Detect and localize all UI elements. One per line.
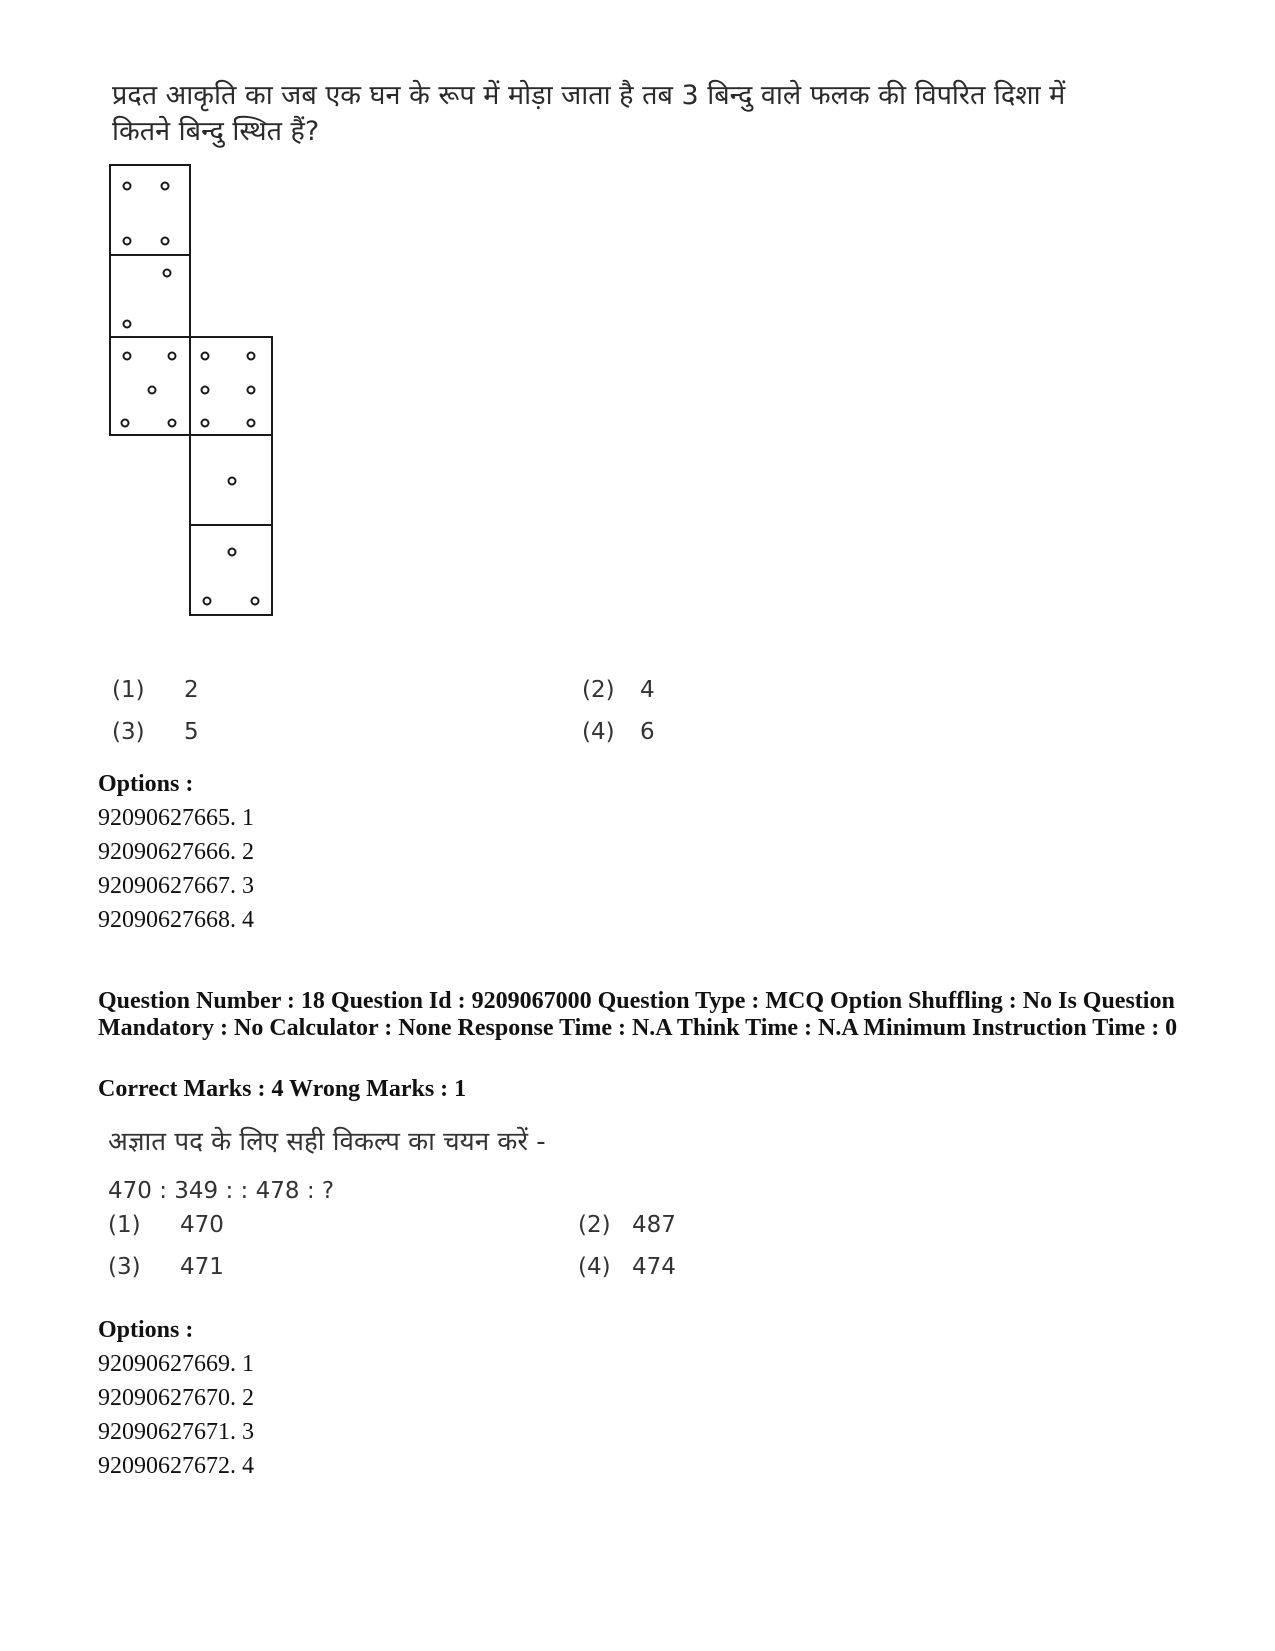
choice-number: (3) <box>112 719 145 745</box>
option-item: 92090627666. 2 <box>98 839 254 865</box>
question-18-meta: Question Number : 18 Question Id : 9209067000 Question Type : MCQ Option Shuffling : No Is Question Mandatory : No Calculator : None Response Time : N.A Think Time : N.A Minimum Instruction Time : 0 <box>98 988 1178 1041</box>
face-bottom <box>190 525 272 615</box>
dot <box>149 387 156 394</box>
dot <box>248 420 255 427</box>
option-item: 92090627671. 3 <box>98 1419 254 1445</box>
dot <box>169 420 176 427</box>
option-item: 92090627665. 1 <box>98 805 254 831</box>
choice-value: 487 <box>632 1212 676 1238</box>
dot <box>202 353 209 360</box>
dot <box>229 478 236 485</box>
dot <box>202 387 209 394</box>
question-18-marks: Correct Marks : 4 Wrong Marks : 1 <box>98 1076 467 1102</box>
choice-number: (2) <box>582 677 615 703</box>
choice-value: 470 <box>180 1212 224 1238</box>
dot <box>204 598 211 605</box>
dot <box>248 353 255 360</box>
cube-net-figure <box>108 163 278 623</box>
question-17-text: प्रदत आकृति का जब एक घन के रूप में मोड़ा जाता है तब 3 बिन्दु वाले फलक की विपरित दिशा में कितने बिन्दु स्थित हैं? <box>112 80 1066 147</box>
dot <box>248 387 255 394</box>
choice-number: (4) <box>578 1254 611 1280</box>
option-item: 92090627667. 3 <box>98 873 254 899</box>
face-top <box>110 165 190 255</box>
choice-value: 5 <box>184 719 199 745</box>
q17-options-list <box>98 767 254 937</box>
dot <box>164 270 171 277</box>
choice-value: 2 <box>184 677 199 703</box>
dot <box>202 420 209 427</box>
choice-value: 6 <box>640 719 655 745</box>
dot <box>124 183 131 190</box>
dot <box>229 549 236 556</box>
choice-number: (3) <box>108 1254 141 1280</box>
choice-number: (1) <box>108 1212 141 1238</box>
choice-number: (1) <box>112 677 145 703</box>
dot <box>169 353 176 360</box>
face-right-middle <box>190 337 272 435</box>
dot <box>124 353 131 360</box>
dot <box>162 238 169 245</box>
face-lower <box>190 435 272 525</box>
dot <box>122 420 129 427</box>
q18-options-list <box>98 1313 254 1483</box>
dot <box>252 598 259 605</box>
option-item: 92090627669. 1 <box>98 1351 254 1377</box>
choice-value: 4 <box>640 677 655 703</box>
choice-value: 471 <box>180 1254 224 1280</box>
choice-number: (2) <box>578 1212 611 1238</box>
option-item: 92090627672. 4 <box>98 1453 254 1479</box>
option-item: 92090627670. 2 <box>98 1385 254 1411</box>
option-item: 92090627668. 4 <box>98 907 254 933</box>
options-heading: Options : <box>98 1317 194 1343</box>
face-left-middle <box>110 337 190 435</box>
choice-value: 474 <box>632 1254 676 1280</box>
face-second <box>110 255 190 337</box>
dot <box>124 238 131 245</box>
dot <box>124 321 131 328</box>
dot <box>162 183 169 190</box>
options-heading: Options : <box>98 771 194 797</box>
question-18-analogy: 470 : 349 : : 478 : ? <box>108 1178 335 1204</box>
question-18-text: अज्ञात पद के लिए सही विकल्प का चयन करें - <box>108 1127 546 1157</box>
choice-number: (4) <box>582 719 615 745</box>
